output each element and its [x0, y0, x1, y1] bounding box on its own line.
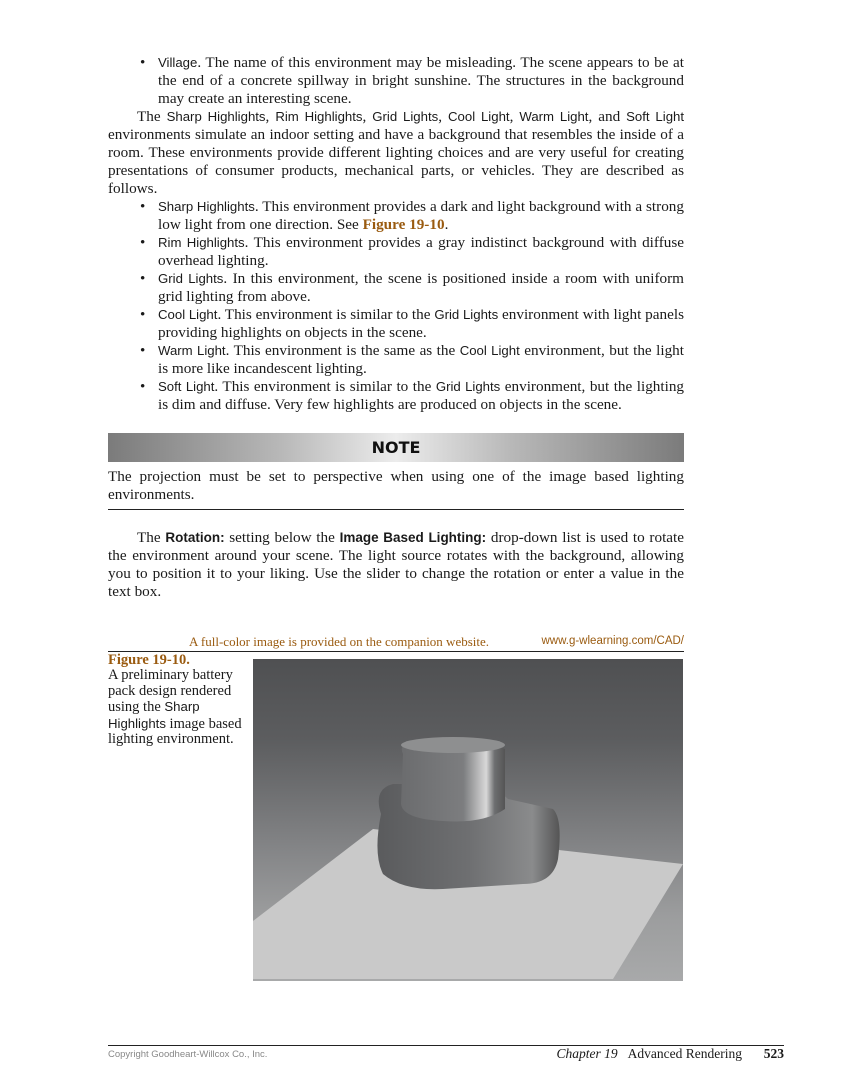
- body-text: ,: [509, 108, 520, 125]
- chapter-number: Chapter 19: [556, 1046, 618, 1061]
- top-bullet-list: [108, 54, 684, 108]
- environment-term: Sharp Highlights: [166, 109, 266, 124]
- body-text: ,: [265, 108, 276, 125]
- companion-url-link[interactable]: www.g-wlearning.com/CAD/: [541, 635, 684, 647]
- note-text: The projection must be set to perspective when using one of the image based lighting environments.: [108, 468, 684, 503]
- copyright: Copyright Goodheart-Willcox Co., Inc.: [108, 1049, 268, 1060]
- caption-term: Sharp Highlights: [108, 699, 200, 731]
- note-heading: NOTE: [108, 433, 684, 462]
- environment-term: Warm Light: [519, 109, 589, 124]
- rotation-paragraph: [108, 529, 684, 601]
- caption-text: A preliminary battery pack design rendered using the: [108, 667, 233, 716]
- chapter-name: Advanced Rendering: [627, 1046, 742, 1061]
- body-text: , and: [588, 108, 627, 125]
- environment-term: Cool Light: [448, 109, 510, 124]
- environment-term: Rim Highlights: [158, 235, 245, 250]
- body-text: The: [137, 108, 167, 125]
- environment-term: Soft Light: [626, 109, 685, 124]
- body-text: .: [444, 216, 449, 233]
- environment-term: Soft Light: [158, 379, 215, 394]
- environment-term: Village: [158, 55, 198, 70]
- environment-term: Cool Light: [158, 307, 218, 322]
- ui-term: Rotation:: [165, 530, 225, 545]
- body-text: environment with light panels providing highlights on objects in the scene.: [158, 306, 684, 341]
- environment-term: Grid Lights: [434, 307, 499, 322]
- caption-text-end: image based lighting environment.: [108, 715, 242, 748]
- body-text: ,: [438, 108, 449, 125]
- environment-term: Grid Lights: [435, 379, 501, 394]
- body-text: environment, but the light is more like incandescent lighting.: [158, 342, 684, 377]
- body-text: . This environment provides a gray indistinct background with diffuse overhead lighting.: [158, 234, 684, 269]
- body-text: environment, but the lighting is dim and diffuse. Very few highlights are produced on objects in the scene.: [158, 378, 685, 413]
- body-text: . This environment is similar to the: [217, 306, 435, 323]
- body-text: . In this environment, the scene is positioned inside a room with uniform grid lighting from above.: [158, 270, 684, 305]
- figure-title: Figure 19-10.: [108, 652, 190, 668]
- body-text: . This environment provides a dark and light background with a strong low light from one direction. See: [158, 198, 684, 233]
- chapter-title: [557, 1046, 742, 1062]
- environment-term: Warm Light: [158, 343, 226, 358]
- ui-term: Image Based Lighting:: [339, 530, 487, 545]
- environment-term: Sharp Highlights: [158, 199, 255, 214]
- figure-caption: [108, 653, 248, 747]
- body-text: environments simulate an indoor setting and have a background that resembles the inside of a room. These environments provide different lighting choices and are very useful for creating presentations of consumer products, mechanical parts, or vehicles. They are described as follows.: [108, 126, 684, 197]
- body-text: . The name of this environment may be misleading. The scene appears to be at the end of a concrete spillway in bright sunshine. The structures in the background may create an interesting scene.: [158, 54, 684, 107]
- companion-text: A full-color image is provided on the companion website.: [189, 634, 490, 649]
- bullet-item: [108, 234, 684, 270]
- bullet-item: [108, 198, 684, 234]
- environment-term: Rim Highlights: [275, 109, 363, 124]
- intro-paragraph: [108, 108, 684, 198]
- figure-render-image: [253, 659, 683, 981]
- bullet-item: [108, 342, 684, 378]
- note-bottom-rule: [108, 509, 684, 510]
- battery-pack-render: [253, 659, 683, 981]
- body-text: . This environment is similar to the: [214, 378, 436, 395]
- bullet-item: [108, 378, 684, 414]
- body-text: ,: [362, 108, 373, 125]
- figure-reference-link[interactable]: Figure 19-10: [362, 216, 445, 233]
- environment-term: Grid Lights: [158, 271, 224, 286]
- body-text: drop-down list is used to rotate the environment around your scene. The light source rotates with the background, allowing you to position it to your liking. Use the slider to change the rotation or enter a value in the text box.: [108, 529, 684, 600]
- environment-bullet-list: [108, 198, 684, 414]
- bullet-item: [108, 306, 684, 342]
- environment-term: Cool Light: [459, 343, 520, 358]
- environment-term: Grid Lights: [372, 109, 439, 124]
- page-number: 523: [763, 1046, 784, 1061]
- body-text: The: [137, 529, 166, 546]
- body-text: setting below the: [224, 529, 340, 546]
- bullet-item: [108, 270, 684, 306]
- figure-top-rule: [108, 651, 684, 652]
- bullet-item: [108, 54, 684, 108]
- body-text: . This environment is the same as the: [225, 342, 460, 359]
